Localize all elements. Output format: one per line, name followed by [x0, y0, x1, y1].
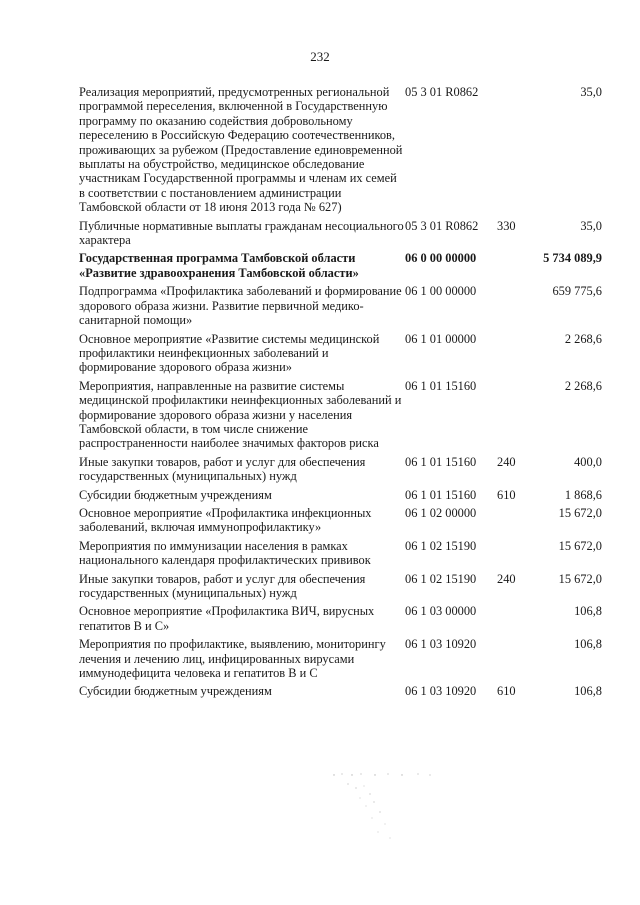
row-amount: 106,8: [574, 684, 602, 699]
row-name: Мероприятия по профилактике, выявлению, мониторингу лечения и лечению лиц, инфицированных вирусами иммунодефицита человека и гепатитов В и С: [79, 637, 386, 681]
row-expense-type: 610: [497, 684, 516, 699]
row-expense-type: 240: [497, 571, 516, 586]
row-code: 06 1 01 15160: [405, 454, 477, 469]
row-code: 06 1 02 00000: [405, 505, 477, 520]
table-row: [79, 506, 602, 535]
table-row: [79, 85, 602, 215]
row-code: 06 1 03 00000: [405, 604, 477, 619]
row-code: 06 1 02 15190: [405, 538, 477, 553]
table-row: [79, 488, 602, 502]
row-code: 05 3 01 R0862: [405, 218, 479, 233]
table-row: [79, 379, 602, 451]
row-code: 06 1 00 00000: [405, 284, 477, 299]
row-name: Подпрограмма «Профилактика заболеваний и формирование здорового образа жизни. Развитие первичной медико-санитарной помощи»: [79, 284, 402, 328]
row-amount: 35,0: [580, 218, 602, 233]
table-row: [79, 251, 602, 280]
scan-noise-marks: [330, 772, 440, 842]
row-amount: 2 268,6: [564, 378, 602, 393]
row-amount: 15 672,0: [558, 505, 602, 520]
row-expense-type: 240: [497, 454, 516, 469]
row-amount: 400,0: [574, 454, 602, 469]
row-amount: 35,0: [580, 85, 602, 99]
row-amount: 106,8: [574, 604, 602, 619]
table-row: [79, 455, 602, 484]
table-row: [79, 284, 602, 327]
row-amount: 15 672,0: [558, 571, 602, 586]
row-name: Иные закупки товаров, работ и услуг для обеспечения государственных (муниципальных) нужд: [79, 571, 366, 600]
row-name: Государственная программа Тамбовской области «Развитие здравоохранения Тамбовской области»: [79, 251, 359, 280]
row-expense-type: 330: [497, 218, 516, 233]
row-code: 06 1 01 15160: [405, 487, 477, 502]
table-row: [79, 332, 602, 375]
row-expense-type: 610: [497, 487, 516, 502]
row-name: Мероприятия по иммунизации населения в рамках национального календаря профилактических прививок: [79, 538, 371, 568]
row-name: Основное мероприятие «Развитие системы медицинской профилактики неинфекционных заболеваний и формирование здорового образа жизни»: [79, 331, 380, 375]
table-row: [79, 604, 602, 633]
table-row: [79, 572, 602, 601]
row-amount: 106,8: [574, 637, 602, 652]
row-code: 06 1 03 10920: [405, 637, 477, 652]
row-amount: 1 868,6: [564, 487, 602, 502]
row-code: 06 0 00 00000: [405, 251, 477, 266]
budget-table: [79, 85, 602, 699]
table-row: [79, 219, 602, 248]
table-row: [79, 684, 602, 698]
row-name: Публичные нормативные выплаты гражданам несоциального характера: [79, 218, 404, 248]
row-code: 05 3 01 R0862: [405, 85, 479, 99]
page-number: 232: [310, 49, 330, 64]
row-name: Мероприятия, направленные на развитие системы медицинской профилактики неинфекционных заболеваний и формирование здорового образа жизни у населения Тамбовской области, в том числе снижение распространенности наиболее значимых факторов риска: [79, 378, 402, 451]
row-name: Основное мероприятие «Профилактика ВИЧ, вирусных гепатитов В и С»: [79, 604, 375, 633]
row-code: 06 1 03 10920: [405, 684, 477, 699]
table-row: [79, 637, 602, 680]
row-amount: 15 672,0: [558, 538, 602, 553]
row-name: Субсидии бюджетным учреждениям: [79, 684, 272, 699]
row-amount: 659 775,6: [552, 284, 602, 299]
row-name: Основное мероприятие «Профилактика инфекционных заболеваний, включая иммунопрофилактику»: [79, 505, 372, 535]
table-row: [79, 539, 602, 568]
row-name: Иные закупки товаров, работ и услуг для обеспечения государственных (муниципальных) нужд: [79, 454, 366, 484]
row-code: 06 1 01 00000: [405, 331, 477, 346]
row-code: 06 1 01 15160: [405, 378, 477, 393]
row-name: Субсидии бюджетным учреждениям: [79, 487, 272, 502]
row-amount: 2 268,6: [564, 331, 602, 346]
row-name: Реализация мероприятий, предусмотренных региональной программой переселения, включенной в Государственную программу по оказанию содействия добровольному переселению в Российскую Федерацию соотечественников, проживающих за рубежом (Предоставление единовременной выплаты на обустройство, медицинское обследование участникам Государственной программы и членам их семей в соответствии с постановлением администрации Тамбовской области от 18 июня 2013 года № 627): [79, 85, 403, 215]
row-amount: 5 734 089,9: [543, 251, 602, 266]
row-code: 06 1 02 15190: [405, 571, 477, 586]
